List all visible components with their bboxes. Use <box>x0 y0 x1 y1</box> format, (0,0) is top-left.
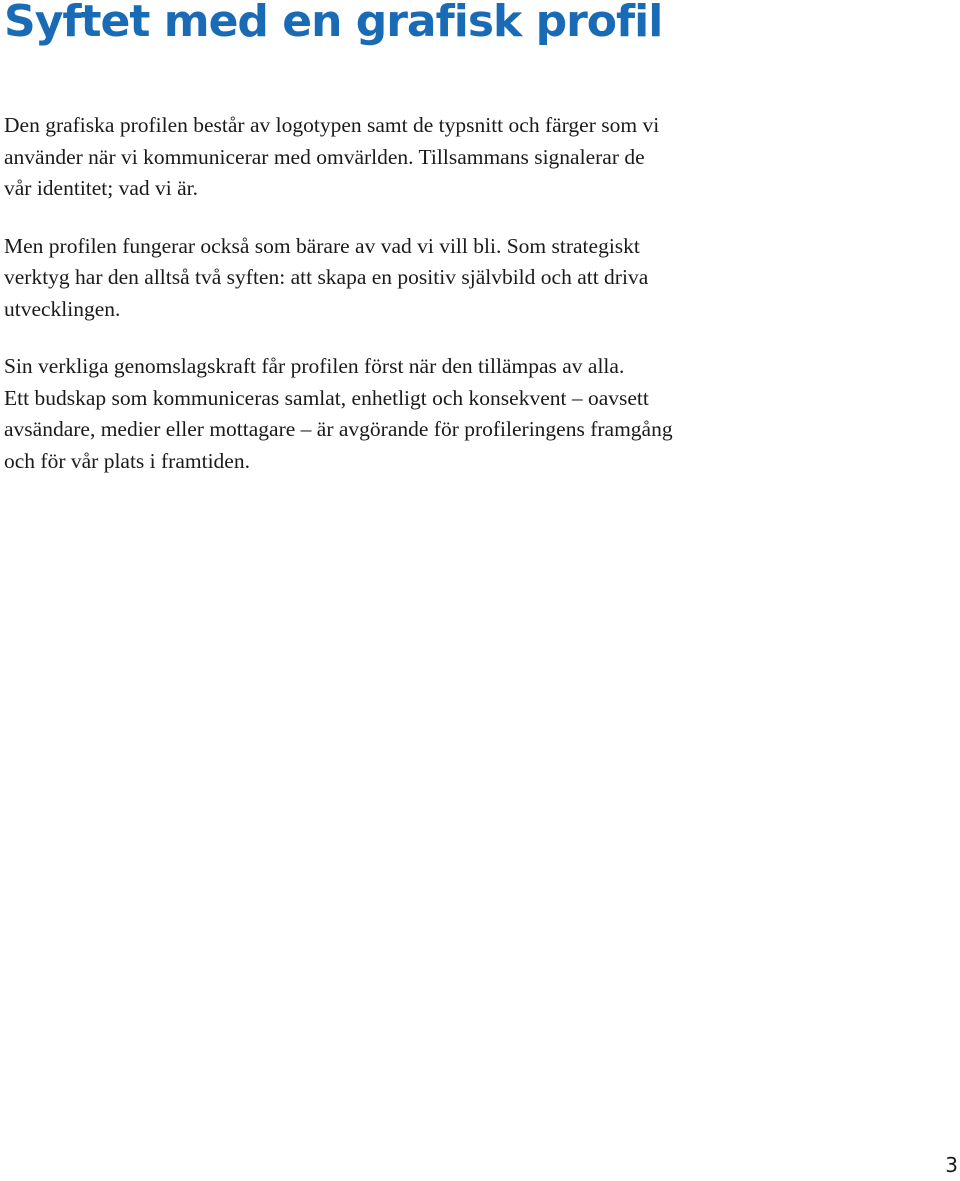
text-line: verktyg har den alltså två syften: att skapa en positiv självbild och att driva <box>4 265 649 289</box>
text-line: använder när vi kommunicerar med omvärlden. Tillsammans signalerar de <box>4 144 645 169</box>
paragraph-intro <box>4 110 804 205</box>
paragraph-impact <box>4 351 804 477</box>
text-line: avsändare, medier eller mottagare – är avgörande för profileringens framgång <box>4 417 673 441</box>
body-text <box>4 110 804 503</box>
paragraph-purpose <box>4 231 804 326</box>
text-line: Men profilen fungerar också som bärare av vad vi vill bli. Som strategiskt <box>4 233 640 258</box>
page-number: 3 <box>945 1153 958 1177</box>
text-line: utvecklingen. <box>4 296 121 321</box>
text-line: vår identitet; vad vi är. <box>4 176 199 200</box>
text-line: Ett budskap som kommuniceras samlat, enhetligt och konsekvent – oavsett <box>4 385 649 410</box>
text-line: och för vår plats i framtiden. <box>4 448 250 473</box>
text-line: Sin verkliga genomslagskraft får profilen först när den tillämpas av alla. <box>4 354 625 378</box>
text-line: Den grafiska profilen består av logotypen samt de typsnitt och färger som vi <box>4 113 660 137</box>
page-title: Syftet med en grafisk profil <box>4 0 663 47</box>
